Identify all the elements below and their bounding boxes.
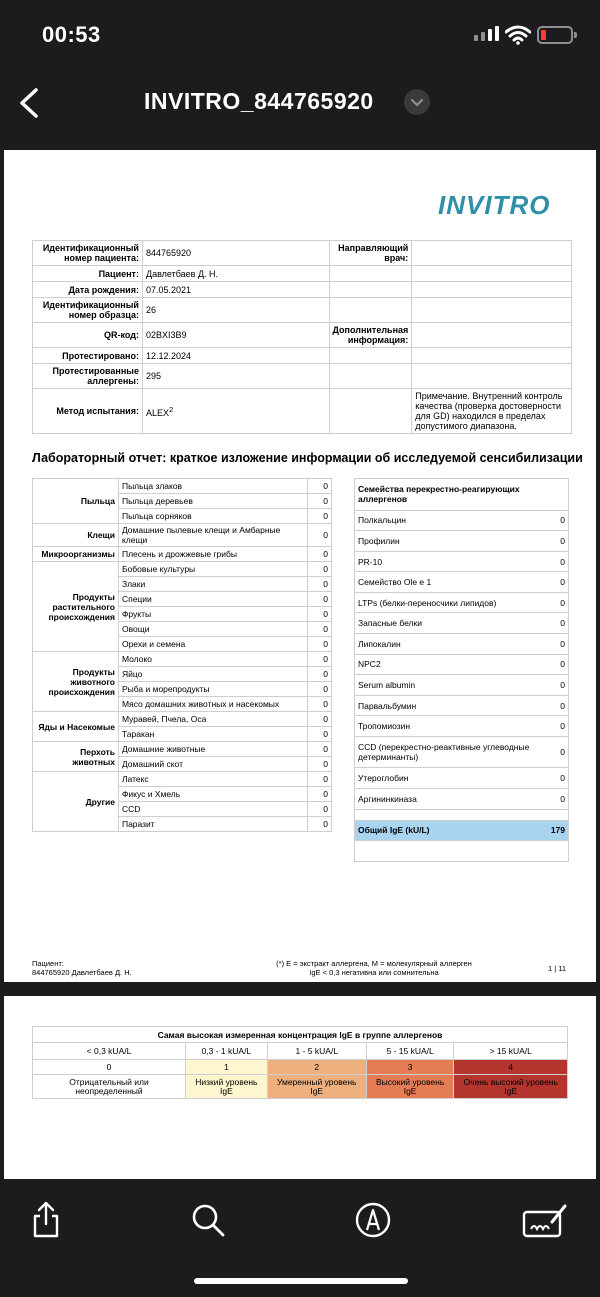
allergen-item-label: Домашние животные [118,742,307,757]
allergen-group-name: Продукты растительного происхождения [33,562,119,652]
allergen-item-value: 0 [308,637,332,652]
allergens-count-value: 295 [142,364,329,389]
allergen-item-value: 0 [308,727,332,742]
search-icon[interactable] [188,1200,228,1240]
total-ige-row [355,820,569,841]
sample-label: Идентификационный номер образца: [33,298,143,323]
family-label: Семейство Ole e 1 [355,572,545,593]
allergen-item-value: 0 [308,494,332,509]
qr-label: QR-код: [33,323,143,348]
table-row [355,551,569,572]
table-row [33,652,332,667]
family-value: 0 [545,572,569,593]
table-row [355,531,569,552]
pdf-page-1 [4,150,596,982]
doctor-label: Направляющий врач: [329,241,412,266]
signature-icon[interactable] [522,1200,568,1240]
allergen-item-value: 0 [308,802,332,817]
families-header: Семейства перекрестно-реагирующих аллергенов [355,479,569,511]
allergen-item-value: 0 [308,524,332,547]
table-row [355,654,569,675]
allergen-item-label: Орехи и семена [118,637,307,652]
allergen-item-label: Муравей, Пчела, Оса [118,712,307,727]
allergen-item-label: Рыба и морепродукты [118,682,307,697]
allergen-item-value: 0 [308,547,332,562]
allergen-item-label: Специи [118,592,307,607]
family-label: Липокалин [355,634,545,655]
legend-desc: Очень высокий уровень IgE [454,1075,568,1099]
total-ige-label: Общий IgE (kU/L) [355,820,545,841]
legend-level: 1 [186,1060,268,1075]
allergen-group-name: Продукты животного происхождения [33,652,119,712]
table-row [355,634,569,655]
allergen-group-name: Яды и Насекомые [33,712,119,742]
family-value: 0 [545,695,569,716]
allergen-item-label: Домашний скот [118,757,307,772]
tested-date-label: Протестировано: [33,348,143,364]
tested-date-value: 12.12.2024 [142,348,329,364]
allergen-group-name: Микроорганизмы [33,547,119,562]
legend-level: 3 [366,1060,454,1075]
battery-icon [537,26,573,44]
legend-level: 2 [267,1060,366,1075]
footer-patient: Пациент: 844765920 Давлетбаев Д. Н. [32,959,132,977]
family-label: CCD (перекрестно-реактивные углеводные детерминанты) [355,736,545,768]
allergen-item-value: 0 [308,742,332,757]
family-label: Тропомиозин [355,716,545,737]
allergen-item-value: 0 [308,622,332,637]
bottom-toolbar [0,1180,600,1297]
patient-label: Пациент: [33,266,143,282]
table-row [355,572,569,593]
chevron-down-icon[interactable] [404,89,430,115]
table-row [33,479,332,494]
allergen-item-label: Фрукты [118,607,307,622]
back-chevron-icon[interactable] [14,84,48,122]
family-value: 0 [545,789,569,810]
legend-caption: Самая высокая измеренная концентрация IgE в группе аллергенов [33,1027,568,1043]
family-label: Парвальбумин [355,695,545,716]
allergen-item-value: 0 [308,712,332,727]
family-value: 0 [545,675,569,696]
cross-reactive-families-table [354,478,569,862]
allergen-item-value: 0 [308,817,332,832]
family-value: 0 [545,531,569,552]
table-row [33,772,332,787]
family-label: Профилин [355,531,545,552]
family-value: 0 [545,510,569,531]
allergen-item-label: Злаки [118,577,307,592]
status-time: 00:53 [42,22,101,47]
allergen-item-value: 0 [308,562,332,577]
allergen-item-value: 0 [308,772,332,787]
report-title: Лабораторный отчет: краткое изложение информации об исследуемой сенсибилизации [32,451,583,465]
allergen-item-label: Таракан [118,727,307,742]
legend-range: > 15 kUA/L [454,1043,568,1060]
dob-label: Дата рождения: [33,282,143,298]
allergen-group-name: Пыльца [33,479,119,524]
allergen-item-value: 0 [308,667,332,682]
family-label: Запасные белки [355,613,545,634]
legend-level: 4 [454,1060,568,1075]
allergen-item-label: Пыльца сорняков [118,509,307,524]
quality-note: Примечание. Внутренний контроль качества (проверка достоверности для GD) находился в пределах допустимого диапазона. [412,389,572,434]
table-row [355,789,569,810]
legend-level: 0 [33,1060,186,1075]
table-row [355,510,569,531]
sample-value: 26 [142,298,329,323]
method-value: ALEX$^2$ [142,389,329,434]
allergen-group-name: Перхоть животных [33,742,119,772]
family-label: Утероглобин [355,768,545,789]
allergen-item-value: 0 [308,509,332,524]
patient-value: Давлетбаев Д. Н. [142,266,329,282]
table-row [33,547,332,562]
allergen-item-label: Яйцо [118,667,307,682]
family-value: 0 [545,551,569,572]
allergen-item-label: Домашние пылевые клещи и Амбарные клещи [118,524,307,547]
patient-id-label: Идентификационный номер пациента: [33,241,143,266]
table-row [355,613,569,634]
allergen-item-label: CCD [118,802,307,817]
share-icon[interactable] [26,1200,66,1240]
legend-range: 1 - 5 kUA/L [267,1043,366,1060]
allergen-item-value: 0 [308,697,332,712]
wifi-icon [505,25,531,45]
table-row [355,592,569,613]
allergen-item-value: 0 [308,607,332,622]
table-row [33,742,332,757]
allergen-item-value: 0 [308,577,332,592]
legend-desc: Низкий уровень IgE [186,1075,268,1099]
table-row [33,712,332,727]
family-label: Serum albumin [355,675,545,696]
allergen-item-label: Овощи [118,622,307,637]
legend-desc: Отрицательный или неопределенный [33,1075,186,1099]
allergen-item-label: Мясо домашних животных и насекомых [118,697,307,712]
table-row [355,675,569,696]
method-label: Метод испытания: [33,389,143,434]
allergen-item-value: 0 [308,479,332,494]
pdf-page-2 [4,996,596,1179]
allergens-count-label: Протестированные аллергены: [33,364,143,389]
ige-level-legend [32,1026,568,1099]
extra-info-value [412,323,572,348]
allergen-item-label: Фикус и Хмель [118,787,307,802]
table-row [355,716,569,737]
table-row [33,524,332,547]
allergen-item-label: Паразит [118,817,307,832]
legend-desc: Высокий уровень IgE [366,1075,454,1099]
document-title[interactable]: INVITRO_844765920 [144,88,374,114]
page-number: 1 | 11 [548,964,567,973]
dob-value: 07.05.2021 [142,282,329,298]
allergen-item-label: Плесень и дрожжевые грибы [118,547,307,562]
home-indicator[interactable] [194,1278,408,1284]
footer-note: (*) E = экстракт аллергена, M = молекулярный аллерген IgE < 0,3 негативна или сомнительна [276,959,472,977]
invitro-logo: INVITRO [438,190,551,220]
family-value: 0 [545,634,569,655]
extra-info-label: Дополнительная информация: [329,323,412,348]
legend-range: 0,3 - 1 kUA/L [186,1043,268,1060]
family-value: 0 [545,716,569,737]
navigation-bar [0,72,600,134]
family-label: PR-10 [355,551,545,572]
family-label: LTPs (белки-переносчики липидов) [355,592,545,613]
allergen-groups-table [32,478,332,832]
cellular-signal-icon [474,26,499,41]
allergen-item-label: Молоко [118,652,307,667]
doctor-value [412,241,572,266]
table-row [355,736,569,768]
qr-value: 02BXI3B9 [142,323,329,348]
allergen-item-value: 0 [308,787,332,802]
allergen-item-value: 0 [308,757,332,772]
family-value: 0 [545,736,569,768]
families-header-row [355,479,569,511]
legend-range: 5 - 15 kUA/L [366,1043,454,1060]
allergen-group-name: Другие [33,772,119,832]
patient-id-value: 844765920 [142,241,329,266]
legend-desc: Умеренный уровень IgE [267,1075,366,1099]
family-value: 0 [545,768,569,789]
allergen-item-label: Бобовые культуры [118,562,307,577]
allergen-item-label: Пыльца злаков [118,479,307,494]
status-bar [0,0,600,72]
family-value: 0 [545,592,569,613]
allergen-item-label: Латекс [118,772,307,787]
family-label: Аргининкиназа [355,789,545,810]
table-row [33,562,332,577]
legend-range: < 0,3 kUA/L [33,1043,186,1060]
table-row [355,695,569,716]
allergen-item-label: Пыльца деревьев [118,494,307,509]
family-label: NPC2 [355,654,545,675]
allergen-item-value: 0 [308,652,332,667]
family-label: Полкальцин [355,510,545,531]
allergen-item-value: 0 [308,592,332,607]
table-row [355,768,569,789]
family-value: 0 [545,613,569,634]
markup-pen-icon[interactable] [353,1200,393,1240]
allergen-group-name: Клещи [33,524,119,547]
patient-info-table [32,240,572,434]
family-value: 0 [545,654,569,675]
total-ige-value: 179 [545,820,569,841]
allergen-item-value: 0 [308,682,332,697]
